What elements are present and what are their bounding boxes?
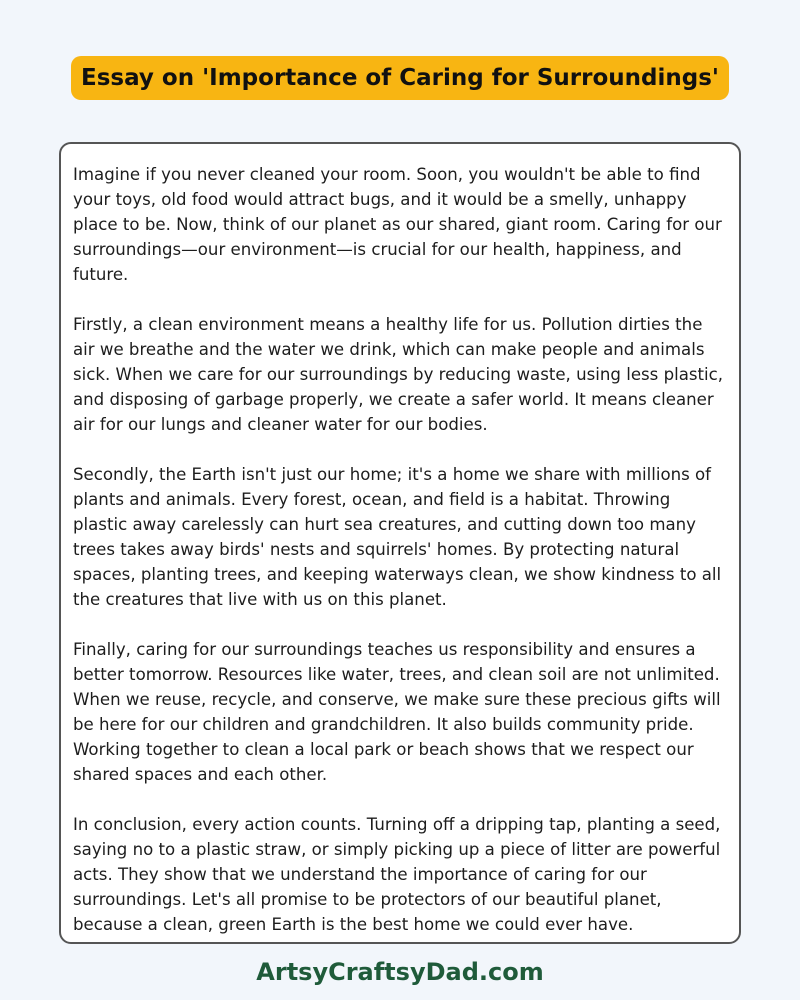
essay-title: Essay on 'Importance of Caring for Surroundings'	[71, 56, 729, 100]
essay-paragraph-responsibility: Finally, caring for our surroundings teaches us responsibility and ensures a better tomorrow. Resources like water, trees, and clean soil are not unlimited. When we reuse, recycle, and conserve, we make sure these precious gifts will be here for our children and grandchildren. It also builds community pride. Working together to clean a local park or beach shows that we respect our shared spaces and each other.	[73, 640, 721, 784]
essay-paragraph-health: Firstly, a clean environment means a healthy life for us. Pollution dirties the air we breathe and the water we drink, which can make people and animals sick. When we care for our surroundings by reducing waste, using less plastic, and disposing of garbage properly, we create a safer world. It means cleaner air for our lungs and cleaner water for our bodies.	[73, 315, 724, 434]
title-wrapper	[0, 56, 800, 100]
essay-paragraph-habitat: Secondly, the Earth isn't just our home; it's a home we share with millions of plants and animals. Every forest, ocean, and field is a habitat. Throwing plastic away carelessly can hurt sea creatures, and cutting down too many trees takes away birds' nests and squirrels' homes. By protecting natural spaces, planting trees, and keeping waterways clean, we show kindness to all the creatures that live with us on this planet.	[73, 465, 722, 609]
essay-card	[59, 142, 741, 944]
brand-footer: ArtsyCraftsyDad.com	[256, 958, 544, 986]
essay-paragraph-conclusion: In conclusion, every action counts. Turning off a dripping tap, planting a seed, saying no to a plastic straw, or simply picking up a piece of litter are powerful acts. They show that we understand the importance of caring for our surroundings. Let's all promise to be protectors of our beautiful planet, because a clean, green Earth is the best home we could ever have.	[73, 815, 721, 934]
essay-paragraph-intro: Imagine if you never cleaned your room. Soon, you wouldn't be able to find your toys, old food would attract bugs, and it would be a smelly, unhappy place to be. Now, think of our planet as our shared, giant room. Caring for our surroundings—our environment—is crucial for our health, happiness, and future.	[73, 165, 722, 284]
